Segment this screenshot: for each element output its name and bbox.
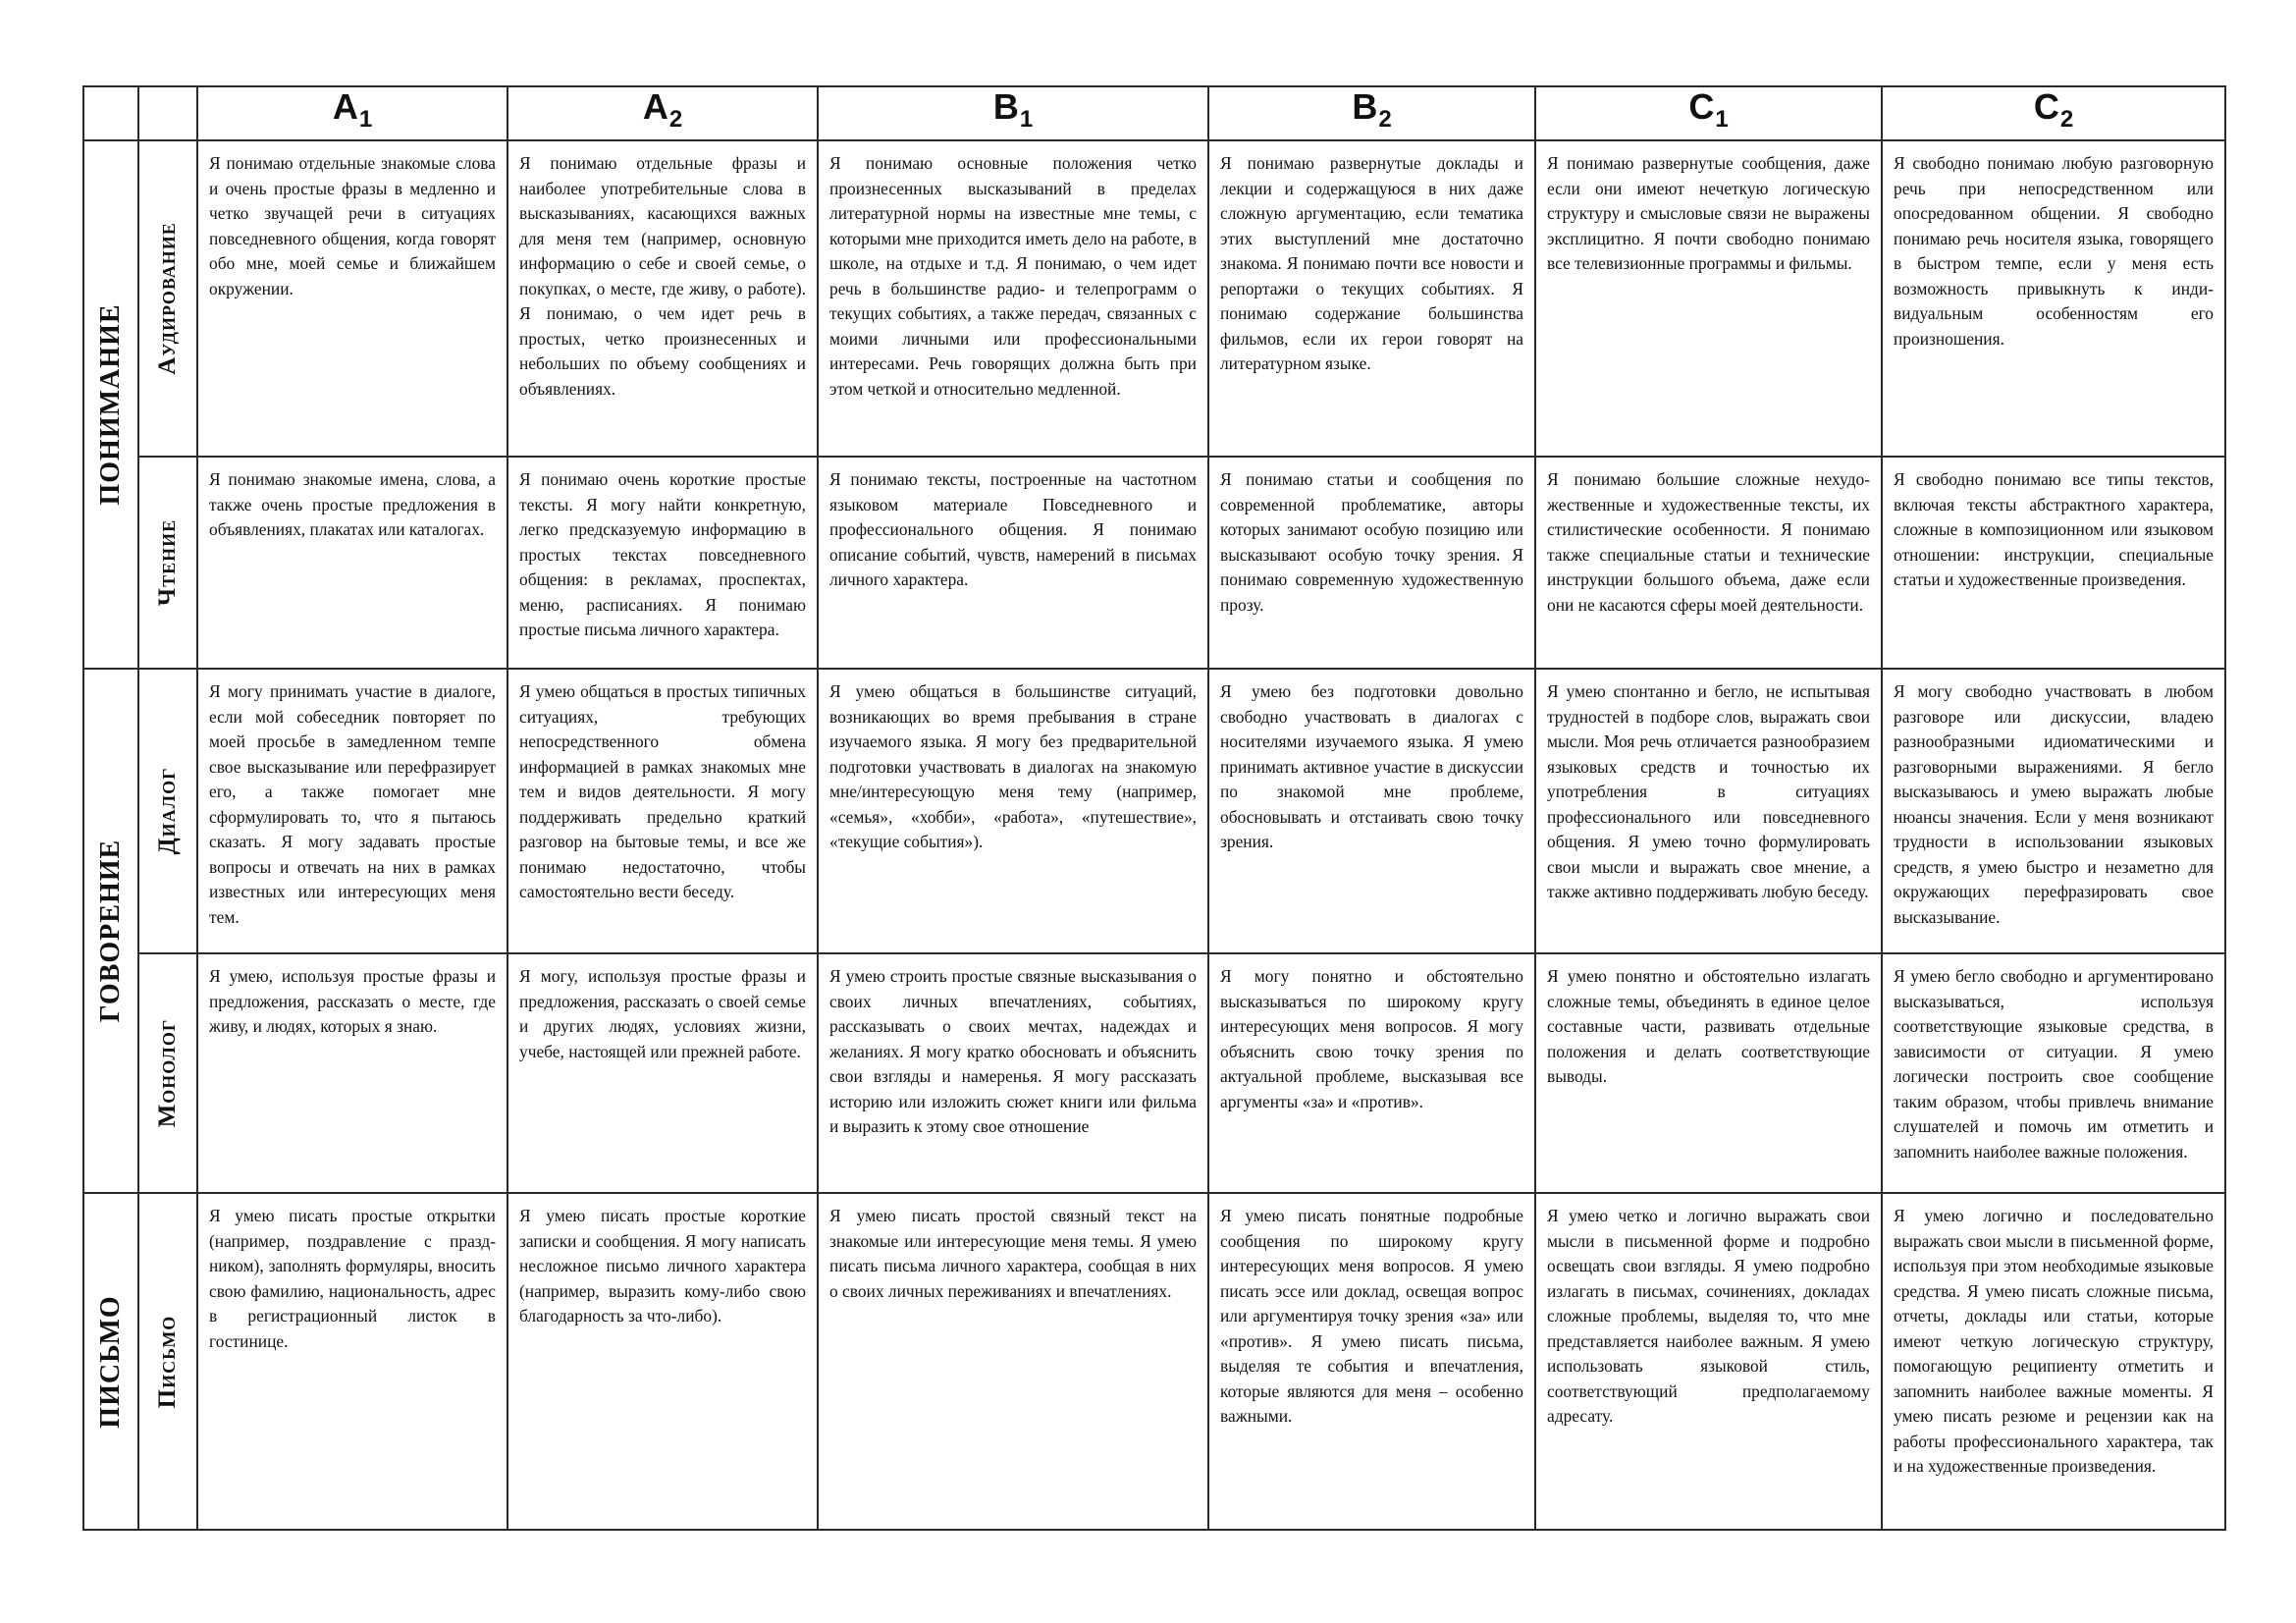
- skill-cell-reading: [138, 457, 197, 669]
- skill-label-monologue: Монолог: [154, 1018, 181, 1128]
- skill-label-reading: Чтение: [154, 518, 181, 607]
- descriptor-cell: [818, 140, 1208, 457]
- descriptor-cell: [507, 669, 818, 953]
- descriptor-text: Я умею спонтанно и бегло, не испытывая трудностей в подборе слов, выражать свои мысли. Моя речь отличается разнообразием языковых средств и точностью их употребления в ситуациях профессионального или повседневного общения. Я умею точно формулировать свои мысли и выражать свое мнение, а также активно поддерживать любую беседу.: [1547, 681, 1870, 901]
- descriptor-text: Я умею бегло свободно и аргументировано высказываться, используя соответствующие языковые средства, в зависимости от ситуации. Я умею логически построить свое сообщение таким образом, чтобы привлечь внимание слушателей и помочь им отметить и запомнить наиболее важные положения.: [1894, 966, 2214, 1162]
- descriptor-cell: [197, 457, 507, 669]
- descriptor-text: Я понимаю статьи и сообщения по современной проблематике, авторы которых занимают особую позицию или высказывают особую точку зрения. Я понимаю современную художественную прозу.: [1220, 469, 1523, 615]
- table-row-listening: [83, 140, 2225, 457]
- descriptor-cell: [818, 1193, 1208, 1530]
- skill-cell-listening: [138, 140, 197, 457]
- level-number: 1: [358, 106, 373, 133]
- level-letter: C: [2033, 86, 2059, 127]
- category-label-speaking: ГОВОРЕНИЕ: [95, 839, 126, 1023]
- level-header-a2: [507, 86, 818, 140]
- descriptor-cell: [1535, 1193, 1882, 1530]
- level-letter: B: [992, 86, 1019, 127]
- level-header-a1: [197, 86, 507, 140]
- category-cell-understanding: [83, 140, 138, 669]
- descriptor-text: Я понимаю отдельные знакомые слова и очень простые фразы в медленно и четко звучащей речи в ситуациях повседневного общения, когда говорят обо мне, моей семье и ближайшем окружении.: [209, 153, 496, 298]
- descriptor-text: Я понимаю большие сложные нехудожественные и художественные тексты, их стилистические особенности. Я понимаю также специальные статьи и технические инструкции большого объема, даже если они не касаются сферы моей деятельности.: [1547, 469, 1870, 615]
- level-letter: B: [1352, 86, 1378, 127]
- descriptor-text: Я понимаю развернутые доклады и лекции и содержащуюся в них даже сложную аргументацию, если тематика этих выступлений мне достаточно знакома. Я понимаю почти все новости и репортажи о текущих событиях. Я понимаю содержание большинства фильмов, если их герои говорят на литературном языке.: [1220, 153, 1523, 373]
- descriptor-text: Я умею без подготовки довольно свободно участвовать в диалогах с носителями изучаемого языка. Я умею принимать активное участие в дискуссии по знакомой мне проблеме, обосновывать и отстаивать свою точку зрения.: [1220, 681, 1523, 851]
- skill-label-writing: Письмо: [154, 1315, 181, 1408]
- table-row-dialogue: [83, 669, 2225, 953]
- descriptor-cell: [818, 457, 1208, 669]
- descriptor-cell: [1208, 457, 1535, 669]
- descriptor-cell: [197, 953, 507, 1193]
- descriptor-text: Я свободно понимаю любую разговорную речь при непосредственном или опосредованном общении. Я свободно понимаю речь носителя языка, говорящего в быстром темпе, если у меня есть возможность привыкнуть к индивидуальным особенностям его произношения.: [1894, 153, 2214, 349]
- descriptor-text: Я умею понятно и обстоятельно излагать сложные темы, объединять в единое целое составные части, развивать отдельные положения и делать соответствующие выводы.: [1547, 966, 1870, 1086]
- skill-cell-monologue: [138, 953, 197, 1193]
- descriptor-text: Я понимаю очень короткие простые тексты. Я могу найти конкретную, легко предсказуемую информацию в простых текстах повседневного общения: в рекламах, проспектах, меню, расписаниях. Я понимаю простые письма личного характера.: [519, 469, 806, 639]
- category-cell-speaking: [83, 669, 138, 1193]
- level-letter: A: [332, 86, 358, 127]
- skill-label-dialogue: Диалог: [154, 767, 181, 855]
- descriptor-text: Я умею четко и логично выражать свои мысли в письменной форме и подробно освещать свои взгляды. Я умею подробно излагать в письмах, сочинениях, докладах сложные проблемы, выделяя то, что мне представляется наиболее важным. Я умею использовать языковой стиль, соответствующий предполагаемому адресату.: [1547, 1206, 1870, 1426]
- descriptor-cell: [507, 953, 818, 1193]
- descriptor-text: Я понимаю отдельные фразы и наиболее употребительные слова в высказываниях, касающихся важных для меня тем (например, основную информацию о себе и своей семье, о покупках, о месте, где живу, о работе). Я понимаю, о чем идет речь в простых, четко произнесенных и небольших по объему сообщениях и объявлениях.: [519, 153, 806, 399]
- descriptor-text: Я понимаю основные положения четко произнесенных высказываний в пределах литературной нормы на известные мне темы, с которыми мне приходится иметь дело на работе, в школе, на отдыхе и т.д. Я понимаю, о чем идет речь в большинстве радио- и телепрограмм о текущих событиях, а также передач, связанных с моими личными или профессиональными интересами. Речь говорящих должна быть при этом четкой и относительно медленной.: [829, 153, 1197, 399]
- descriptor-text: Я умею писать простые короткие записки и сообщения. Я могу написать несложное письмо личного характера (например, выразить кому-либо свою благодарность за что-либо).: [519, 1206, 806, 1325]
- descriptor-text: Я умею писать понятные подробные сообщения по широкому кругу интересующих меня вопросов. Я умею писать эссе или доклад, освещая вопрос или аргументируя точку зрения «за» или «против». Я умею писать письма, выделяя те события и впечатления, которые являются для меня – особенно важными.: [1220, 1206, 1523, 1426]
- level-number: 1: [1715, 106, 1729, 133]
- descriptor-text: Я умею строить простые связные высказывания о своих личных впечатлениях, событиях, рассказывать о своих мечтах, надеждах и желаниях. Я могу кратко обосновать и объяснить свои взгляды и намеренья. Я могу рассказать историю или изложить сюжет книги или фильма и выразить к этому свое отношение: [829, 966, 1197, 1136]
- skill-cell-dialogue: [138, 669, 197, 953]
- descriptor-cell: [1882, 457, 2225, 669]
- level-header-c1: [1535, 86, 1882, 140]
- corner-cell: [138, 86, 197, 140]
- descriptor-text: Я умею писать простые открытки (например, поздравление с праздником), заполнять формуляры, вносить свою фамилию, национальность, адрес в регистрационный листок в гостинице.: [209, 1206, 496, 1351]
- level-number: 1: [1019, 106, 1034, 133]
- category-cell-writing: [83, 1193, 138, 1530]
- descriptor-cell: [1208, 953, 1535, 1193]
- descriptor-text: Я умею общаться в простых типичных ситуациях, требующих непосредственного обмена информацией в рамках знакомых мне тем и видов деятельности. Я могу поддерживать предельно краткий разговор на бытовые темы, и все же понимаю недостаточно, чтобы самостоятельно вести беседу.: [519, 681, 806, 901]
- level-letter: C: [1688, 86, 1715, 127]
- table-row-writing: [83, 1193, 2225, 1530]
- corner-cell: [83, 86, 138, 140]
- category-label-writing: ПИСЬМО: [95, 1294, 126, 1429]
- descriptor-text: Я могу свободно участвовать в любом разговоре или дискуссии, владею разнообразными идиоматическими и разговорными выражениями. Я бегло высказываюсь и умею выражать любые нюансы значения. Если у меня возникают трудности в использовании языковых средств, я умею быстро и незаметно для окружающих перефразировать свое высказывание.: [1894, 681, 2214, 927]
- descriptor-cell: [1208, 140, 1535, 457]
- skill-cell-writing: [138, 1193, 197, 1530]
- descriptor-cell: [1535, 457, 1882, 669]
- header-row: [83, 86, 2225, 140]
- descriptor-text: Я понимаю тексты, построенные на частотном языковом материале Повседневного и профессионального общения. Я понимаю описание событий, чувств, намерений в письмах личного характера.: [829, 469, 1197, 589]
- descriptor-cell: [197, 669, 507, 953]
- category-label-understanding: ПОНИМАНИЕ: [95, 303, 126, 506]
- descriptor-text: Я умею, используя простые фразы и предложения, рассказать о месте, где живу, и людях, которых я знаю.: [209, 966, 496, 1036]
- descriptor-text: Я понимаю развернутые сообщения, даже если они имеют нечеткую логическую структуру и смысловые связи не выражены эксплицитно. Я почти свободно понимаю все телевизионные программы и фильмы.: [1547, 153, 1870, 273]
- descriptor-cell: [1882, 669, 2225, 953]
- skill-label-listening: Аудирование: [154, 222, 181, 375]
- level-number: 2: [1378, 106, 1392, 133]
- descriptor-text: Я умею писать простой связный текст на знакомые или интересующие меня темы. Я умею писать письма личного характера, сообщая в них о своих личных переживаниях и впечатлениях.: [829, 1206, 1197, 1301]
- descriptor-text: Я свободно понимаю все типы текстов, включая тексты абстрактного характера, сложные в композиционном или языковом отношении: инструкции, специальные статьи и художественные произведения.: [1894, 469, 2214, 589]
- level-header-b1: [818, 86, 1208, 140]
- descriptor-text: Я понимаю знакомые имена, слова, а также очень простые предложения в объявлениях, плакатах или каталогах.: [209, 469, 496, 539]
- table-row-monologue: [83, 953, 2225, 1193]
- descriptor-cell: [1535, 953, 1882, 1193]
- descriptor-cell: [1882, 953, 2225, 1193]
- descriptor-cell: [197, 140, 507, 457]
- descriptor-cell: [1535, 669, 1882, 953]
- descriptor-cell: [1882, 1193, 2225, 1530]
- descriptor-text: Я умею общаться в большинстве ситуаций, возникающих во время пребывания в стране изучаемого языка. Я могу без предварительной подготовки участвовать в диалогах на знакомую мне/интересующую меня тему (например, «семья», «хобби», «работа», «путешествие», «текущие события»).: [829, 681, 1197, 851]
- descriptor-text: Я могу принимать участие в диалоге, если мой собеседник повторяет по моей просьбе в замедленном темпе свое высказывание или перефразирует его, а также помогает мне сформулировать то, что я пытаюсь сказать. Я могу задавать простые вопросы и отвечать на них в рамках известных или интересующих меня тем.: [209, 681, 496, 927]
- descriptor-cell: [1208, 1193, 1535, 1530]
- descriptor-cell: [197, 1193, 507, 1530]
- descriptor-cell: [818, 953, 1208, 1193]
- descriptor-cell: [1208, 669, 1535, 953]
- cefr-levels-table: [82, 85, 2226, 1531]
- descriptor-cell: [507, 1193, 818, 1530]
- level-header-b2: [1208, 86, 1535, 140]
- descriptor-text: Я могу, используя простые фразы и предложения, рассказать о своей семье и других людях, условиях жизни, учебе, настоящей или прежней работе.: [519, 966, 806, 1061]
- level-header-c2: [1882, 86, 2225, 140]
- table-row-reading: [83, 457, 2225, 669]
- descriptor-text: Я умею логично и последовательно выражать свои мысли в письменной форме, используя при этом необходимые языковые средства. Я умею писать сложные письма, отчеты, доклады или статьи, которые имеют четкую логическую структуру, помогающую реципиенту отметить и запомнить наиболее важные моменты. Я умею писать резюме и рецензии как на работы профессионального характера, так и на художественные произведения.: [1894, 1206, 2214, 1476]
- descriptor-cell: [1535, 140, 1882, 457]
- level-number: 2: [668, 106, 683, 133]
- level-number: 2: [2059, 106, 2074, 133]
- descriptor-cell: [1882, 140, 2225, 457]
- descriptor-cell: [507, 457, 818, 669]
- level-letter: A: [642, 86, 668, 127]
- descriptor-cell: [818, 669, 1208, 953]
- descriptor-text: Я могу понятно и обстоятельно высказываться по широкому кругу интересующих меня вопросов. Я могу объяснить свою точку зрения по актуальной проблеме, высказывая все аргументы «за» и «против».: [1220, 966, 1523, 1111]
- descriptor-cell: [507, 140, 818, 457]
